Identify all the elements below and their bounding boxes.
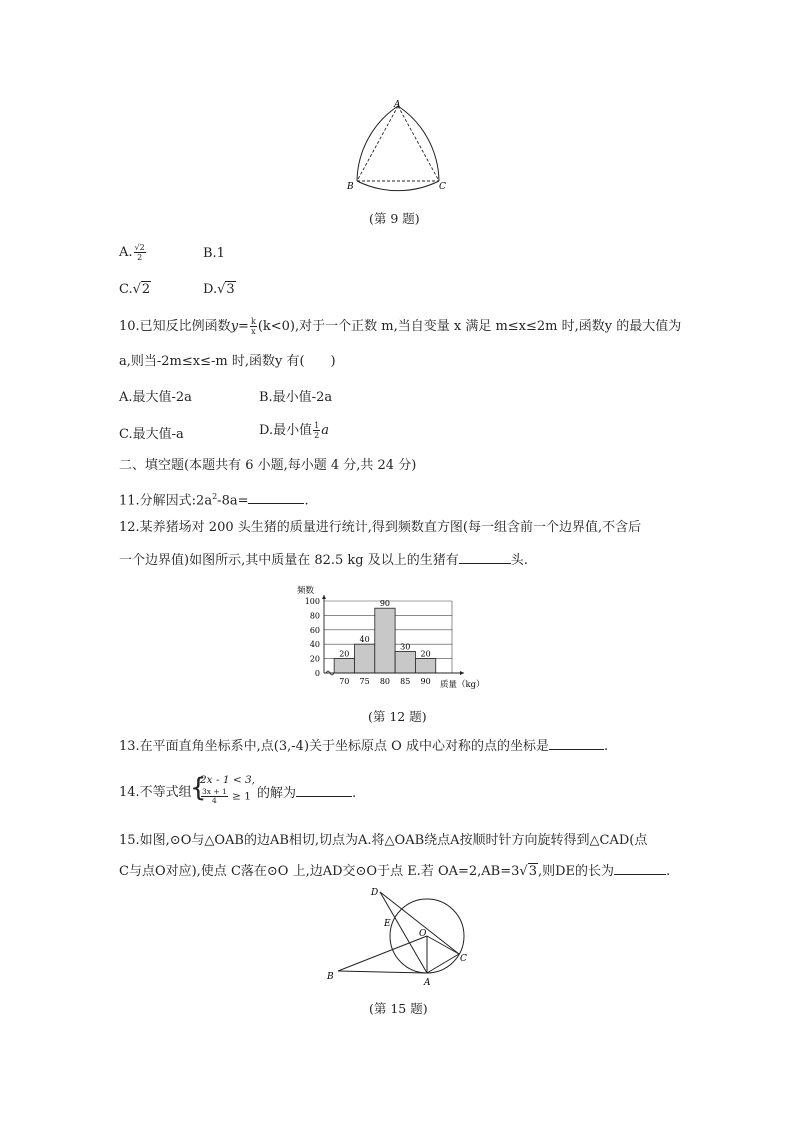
label-b: B xyxy=(327,972,334,982)
label-d: D xyxy=(371,888,379,898)
figure-12-histogram xyxy=(290,580,500,692)
bar-data-label: 40 xyxy=(359,635,370,645)
q14-inequality-2: $\frac{3x + 1}{4}$ ≥ 1 xyxy=(202,787,251,805)
q10-option-a: A.最大值-2a xyxy=(119,390,192,405)
bar-data-label: 20 xyxy=(339,649,350,659)
bar-data-label: 20 xyxy=(420,649,431,659)
q9-option-b: B.1 xyxy=(203,246,225,261)
x-tick-label: 70 xyxy=(339,677,350,686)
label-a: A xyxy=(424,978,431,988)
q10-line-1: 10.已知反比例函数y= $\frac{k}{x}$ (k<0),对于一个正数 m,当自变量 x 满足 m≤x≤2m 时,函数y 的最大值为 xyxy=(119,317,682,336)
q9-option-d: D.√3 xyxy=(203,282,235,297)
q9-option-a: A. $\frac{√2}{2}$ xyxy=(119,243,145,262)
q10-option-c: C.最大值-a xyxy=(119,427,184,442)
label-c: C xyxy=(460,954,467,964)
figure-12-caption: (第 12 题) xyxy=(368,709,427,724)
answer-blank[interactable] xyxy=(614,862,666,875)
histogram-bar xyxy=(375,608,395,673)
dashed-side-ab xyxy=(357,106,398,181)
bar-data-label: 90 xyxy=(379,599,391,609)
x-axis-arrow xyxy=(460,671,464,675)
q14-suffix: 的解为 . xyxy=(257,786,357,801)
y-tick-label: 40 xyxy=(309,640,320,650)
y-tick-label: 100 xyxy=(304,597,320,606)
segment-ba xyxy=(338,971,427,973)
q15-line-1: 15.如图,⊙O与△OAB的边AB相切,切点为A.将△OAB绕点A按顺时针方向旋转得到△CAD(点 xyxy=(119,833,648,848)
q9-option-c: C.√2 xyxy=(119,282,151,297)
y-tick-label: 60 xyxy=(309,625,320,635)
section-2-heading: 二、填空题(本题共有 6 小题,每小题 4 分,共 24 分) xyxy=(119,458,417,473)
y-tick-label: 20 xyxy=(309,654,320,664)
figure-9-caption: (第 9 题) xyxy=(369,211,420,226)
q10-line-2: a,则当-2m≤x≤-m 时,函数y 有( ) xyxy=(119,354,336,369)
q14-inequality-1: 2x - 1 < 3, xyxy=(200,774,255,786)
y-axis-arrow xyxy=(322,595,326,599)
label-b: B xyxy=(347,182,354,192)
answer-blank[interactable] xyxy=(459,551,511,564)
q12-line-1: 12.某养猪场对 200 头生猪的质量进行统计,得到频数直方图(每一组含前一个边界值,不含后 xyxy=(119,520,642,535)
histogram-bar xyxy=(354,644,374,673)
system-brace: { xyxy=(190,773,207,803)
histogram-bar xyxy=(415,659,435,673)
x-tick-label: 90 xyxy=(420,677,431,686)
segment-ac xyxy=(427,954,459,973)
q14-prefix: 14.不等式组 xyxy=(119,785,192,800)
x-axis-label: 质量（kg） xyxy=(440,680,485,690)
q13: 13.在平面直角坐标系中,点(3,-4)关于坐标原点 O 成中心对称的点的坐标是 . xyxy=(119,739,609,754)
x-tick-label: 80 xyxy=(379,677,391,686)
y-axis-label: 频数 xyxy=(297,586,315,596)
y-tick-label: 80 xyxy=(309,611,320,621)
segment-bo xyxy=(338,936,427,971)
answer-blank[interactable] xyxy=(296,784,352,797)
label-a: A xyxy=(394,100,401,110)
dashed-side-ac xyxy=(398,106,439,181)
q10-option-d: D.最小值 $\frac{1}{2}$ a xyxy=(259,421,329,440)
answer-blank[interactable] xyxy=(549,737,604,750)
y-tick-label: 0 xyxy=(314,669,320,678)
figure-15-caption: (第 15 题) xyxy=(369,1001,428,1016)
figure-15 xyxy=(318,884,478,990)
label-c: C xyxy=(439,182,446,192)
label-e: E xyxy=(384,919,391,929)
figure-9 xyxy=(340,98,456,194)
histogram-bar xyxy=(395,651,415,673)
x-tick-label: 85 xyxy=(400,677,411,686)
segment-oc xyxy=(427,936,459,954)
q11: 11.分解因式$:2a^2-8a=$ . xyxy=(119,492,309,509)
bar-data-label: 30 xyxy=(400,642,411,652)
x-tick-label: 75 xyxy=(359,677,370,686)
answer-blank[interactable] xyxy=(248,491,304,504)
histogram-bar xyxy=(334,659,354,673)
reuleaux-arc-bc xyxy=(357,181,439,191)
q15-line-2: C与点O对应),使点 C落在⊙O 上,边AD交⊙O于点 E.若 OA=2,AB=3√3,则DE的长为 . xyxy=(119,864,671,879)
q10-option-b: B.最小值-2a xyxy=(259,390,333,405)
q10-fraction: $\frac{k}{x}$ xyxy=(250,317,256,336)
q12-line-2: 一个边界值)如图所示,其中质量在 82.5 kg 及以上的生猪有 头. xyxy=(119,553,528,568)
label-o: O xyxy=(419,929,427,939)
